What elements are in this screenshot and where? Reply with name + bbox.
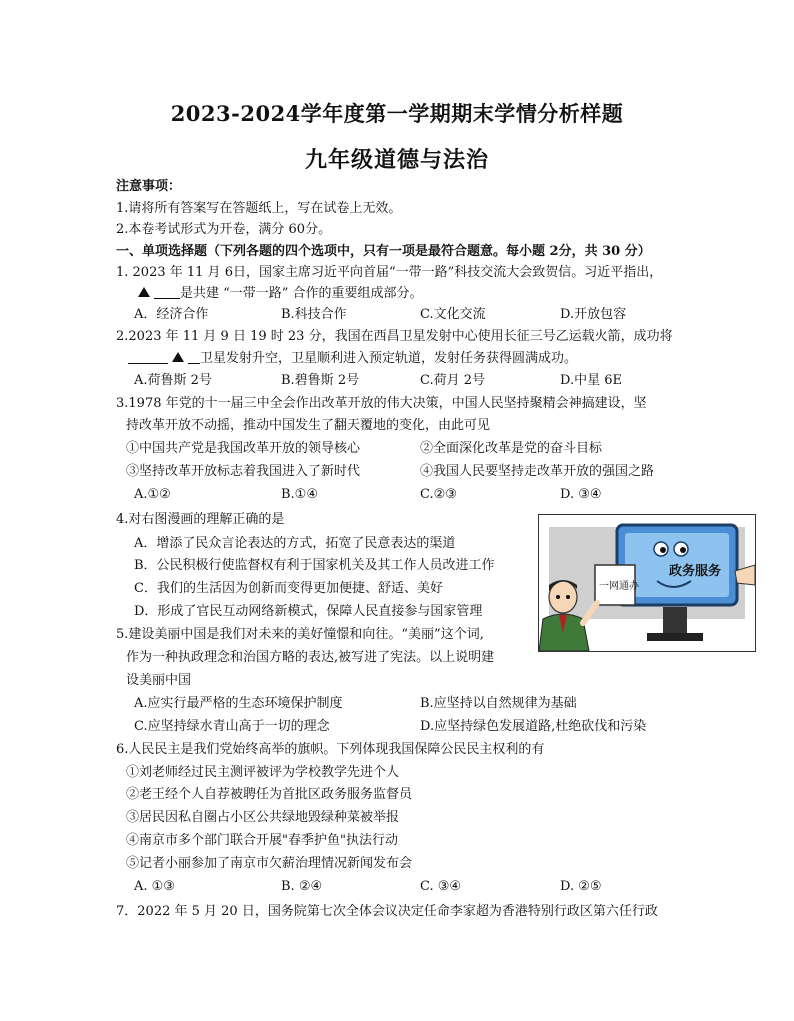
option: D.中星 6E bbox=[560, 373, 622, 388]
option: B. ②④ bbox=[281, 879, 323, 894]
notice-item: 1.请将所有答案写在答题纸上，写在试卷上无效。 bbox=[116, 201, 402, 216]
cartoon-image bbox=[538, 514, 756, 652]
option: A. ①③ bbox=[134, 879, 175, 894]
question-5-stem: 5.建设美丽中国是我们对未来的美好憧憬和向往。“美丽”这个词, bbox=[116, 627, 484, 642]
sign-label: 一网通办 bbox=[599, 581, 639, 592]
question-1-stem-cont: 是共建 “一带一路” 合作的重要组成部分。 bbox=[134, 285, 423, 303]
option: C.文化交流 bbox=[420, 307, 486, 322]
screen-label: 政务服务 bbox=[669, 564, 722, 579]
question-4-stem: 4.对右图漫画的理解正确的是 bbox=[116, 512, 285, 527]
answer-blank bbox=[154, 286, 180, 299]
option: A.应实行最严格的生态环境保护制度 bbox=[134, 696, 343, 711]
notice-item: 2.本卷考试形式为开卷，满分 60分。 bbox=[116, 222, 332, 237]
option: B．公民积极行使监督权有利于国家机关及其工作人员改进工作 bbox=[134, 558, 495, 573]
question-3-stem-cont: 持改革开放不动摇，推动中国发生了翻天覆地的变化，由此可见 bbox=[126, 418, 491, 433]
question-2-stem-cont: 卫星发射升空，卫星顺利进入预定轨道，发射任务获得圆满成功。 bbox=[128, 350, 577, 368]
page-subtitle: 九年级道德与法治 bbox=[304, 147, 489, 173]
option: A．经济合作 bbox=[134, 307, 209, 322]
option: C.荷月 2号 bbox=[420, 373, 486, 388]
page-title: 2023-2024学年度第一学期期末学情分析样题 bbox=[170, 101, 624, 126]
option: D. ②⑤ bbox=[560, 879, 602, 894]
notice-heading: 注意事项： bbox=[116, 179, 182, 194]
question-7-stem: 7．2022 年 5 月 20 日，国务院第七次全体会议决定任命李家超为香港特别行政区第六任行政 bbox=[116, 904, 658, 919]
answer-blank bbox=[188, 351, 200, 364]
statement: ①中国共产党是我国改革开放的领导核心 bbox=[126, 441, 361, 456]
option: D．形成了官民互动网络新模式，保障人民直接参与国家管理 bbox=[134, 604, 483, 619]
statement: ④南京市多个部门联合开展"春季护鱼"执法行动 bbox=[126, 833, 398, 848]
section-heading: 一、单项选择题（下列各题的四个选项中，只有一项是最符合题意。每小题 2分，共 30 分） bbox=[116, 244, 651, 259]
statement: ①刘老师经过民主测评被评为学校教学先进个人 bbox=[126, 765, 400, 780]
question-1-stem: 1. 2023 年 11 月 6日，国家主席习近平向首届“一带一路”科技交流大会致贺信。习近平指出， bbox=[116, 265, 663, 280]
answer-blank bbox=[128, 351, 168, 364]
option: A．增添了民众言论表达的方式，拓宽了民意表达的渠道 bbox=[134, 536, 456, 551]
option: B.①④ bbox=[281, 487, 318, 502]
option: C．我们的生活因为创新而变得更加便捷、舒适、美好 bbox=[134, 581, 443, 596]
question-5-stem-cont: 作为一种执政理念和治国方略的表达,被写进了宪法。以上说明建 bbox=[126, 650, 495, 665]
statement: ③居民因私自圈占小区公共绿地毁绿种菜被举报 bbox=[126, 810, 400, 825]
cartoon-illustration bbox=[539, 515, 755, 651]
blank-marker-icon bbox=[138, 287, 150, 297]
statement: ⑤记者小丽参加了南京市欠薪治理情况新闻发布会 bbox=[126, 856, 413, 871]
option: D.应坚持绿色发展道路,杜绝砍伐和污染 bbox=[420, 719, 647, 734]
statement: ②全面深化改革是党的奋斗目标 bbox=[420, 441, 603, 456]
option: D.开放包容 bbox=[560, 307, 627, 322]
option: B.碧鲁斯 2号 bbox=[281, 373, 360, 388]
option: A.荷鲁斯 2号 bbox=[134, 373, 212, 388]
statement: ④我国人民要坚持走改革开放的强国之路 bbox=[420, 464, 655, 479]
option: C.②③ bbox=[420, 487, 457, 502]
option: B.应坚持以自然规律为基础 bbox=[420, 696, 577, 711]
option: C. ③④ bbox=[420, 879, 462, 894]
option: A.①② bbox=[134, 487, 171, 502]
question-5-stem-cont: 设美丽中国 bbox=[126, 673, 192, 688]
question-3-stem: 3.1978 年党的十一届三中全会作出改革开放的伟大决策，中国人民坚持聚精会神搞建设，坚 bbox=[116, 396, 647, 411]
question-2-stem: 2.2023 年 11 月 9 日 19 时 23 分，我国在西昌卫星发射中心使用长征三号乙运载火箭，成功将 bbox=[116, 329, 673, 344]
statement: ③坚持改革开放标志着我国进入了新时代 bbox=[126, 464, 361, 479]
blank-marker-icon bbox=[172, 352, 184, 362]
option: B.科技合作 bbox=[281, 307, 347, 322]
question-6-stem: 6.人民民主是我们党始终高举的旗帜。下列体现我国保障公民民主权利的有 bbox=[116, 742, 545, 757]
option: C.应坚持绿水青山高于一切的理念 bbox=[134, 719, 330, 734]
statement: ②老王经个人自荐被聘任为首批区政务服务监督员 bbox=[126, 787, 413, 802]
option: D. ③④ bbox=[560, 487, 602, 502]
